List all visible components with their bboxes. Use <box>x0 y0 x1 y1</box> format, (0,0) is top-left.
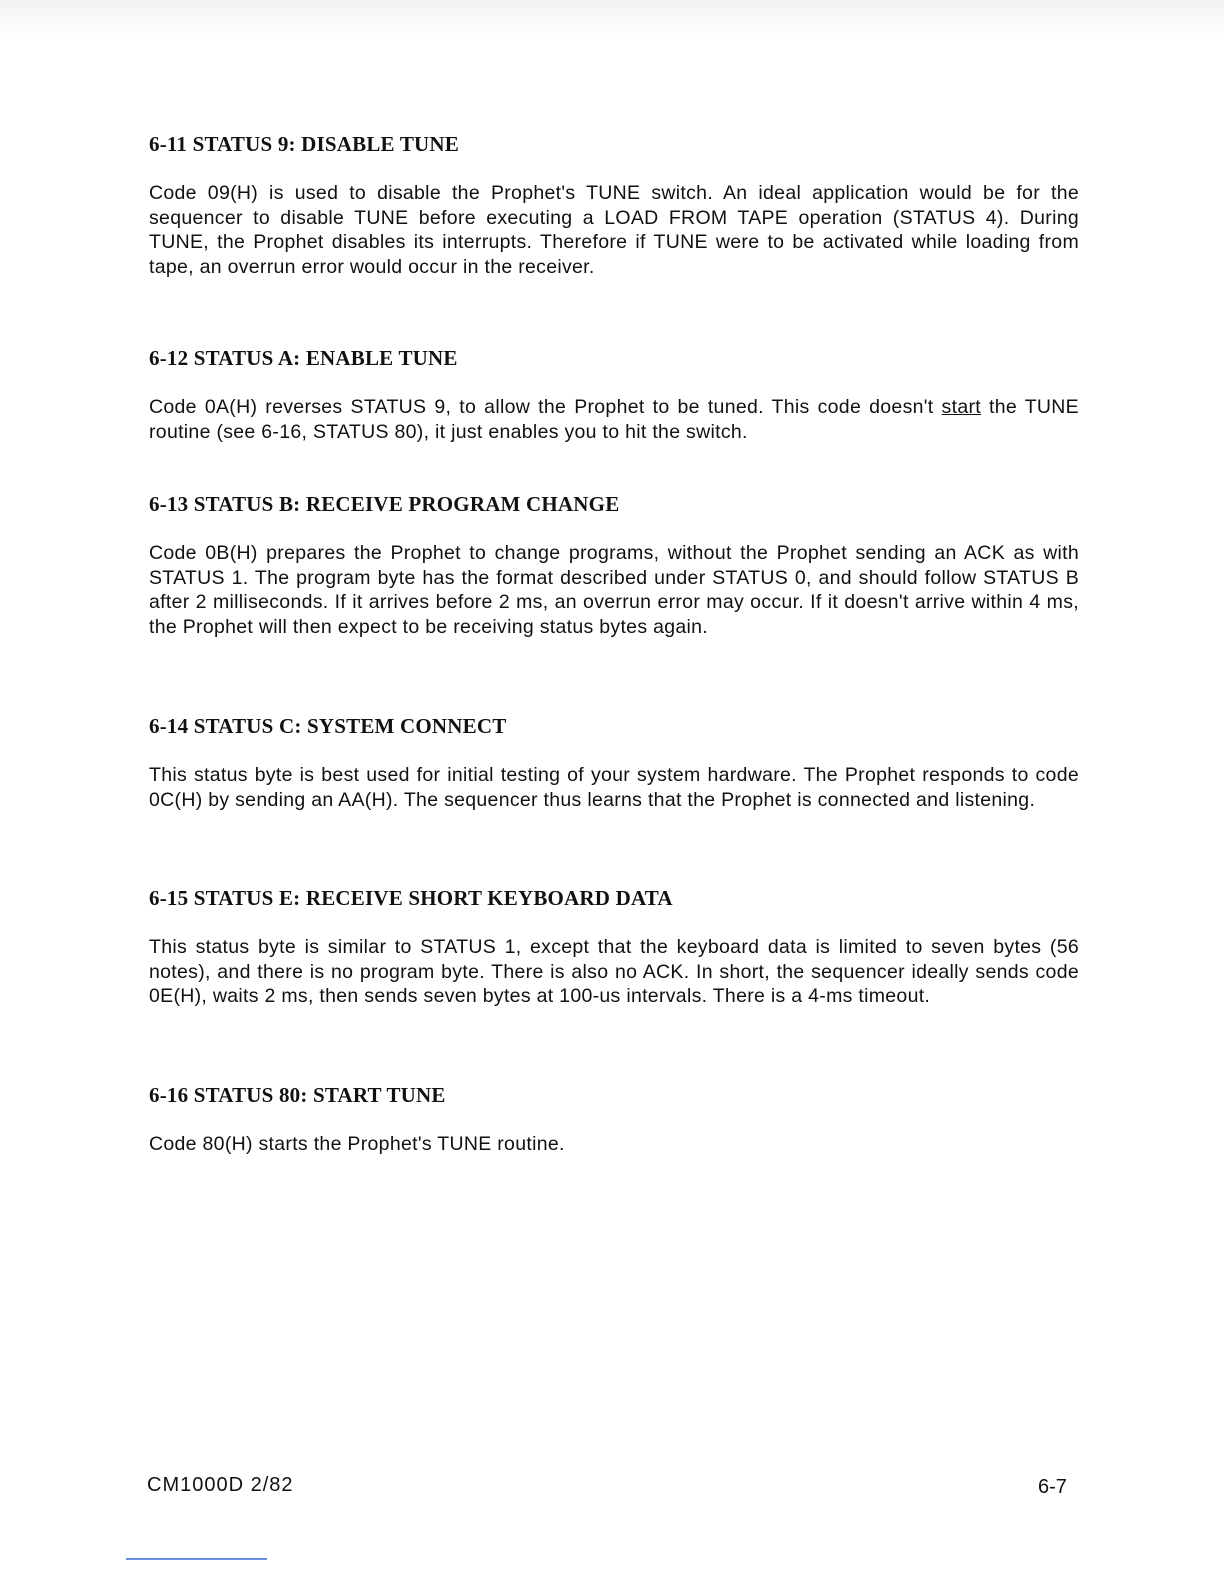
section-6-13 <box>149 491 1079 639</box>
section-body <box>149 395 1079 444</box>
section-body: Code 80(H) starts the Prophet's TUNE routine. <box>149 1133 565 1155</box>
section-body: Code 09(H) is used to disable the Prophet's TUNE switch. An ideal application would be for the sequencer to disable TUNE before executing a LOAD FROM TAPE operation (STATUS 4). During TUNE, the Prophet disables its interrupts. Therefore if TUNE were to be activated while loading from tape, an overrun error would occur in the receiver. <box>149 182 1079 278</box>
section-heading: 6-14 STATUS C: SYSTEM CONNECT <box>149 714 507 738</box>
scan-top-shade <box>0 0 1224 40</box>
section-body: This status byte is similar to STATUS 1, except that the keyboard data is limited to seven bytes (56 notes), and there is no program byte. There is also no ACK. In short, the sequencer ideally sends code 0E(H), waits 2 ms, then sends seven bytes at 100-us intervals. There is a 4-ms timeout. <box>149 936 1079 1007</box>
section-heading: 6-16 STATUS 80: START TUNE <box>149 1083 446 1107</box>
section-body: Code 0B(H) prepares the Prophet to change programs, without the Prophet sending an ACK as with STATUS 1. The program byte has the format described under STATUS 0, and should follow STATUS B after 2 milliseconds. If it arrives before 2 ms, an overrun error may occur. If it doesn't arrive within 4 ms, the Prophet will then expect to be receiving status bytes again. <box>149 542 1079 638</box>
section-heading: 6-15 STATUS E: RECEIVE SHORT KEYBOARD DATA <box>149 886 673 910</box>
section-6-12 <box>149 345 1079 444</box>
body-text-post: the TUNE routine (see 6-16, STATUS 80), it just enables you to hit the switch. <box>149 396 1079 443</box>
body-text-pre: Code 0A(H) reverses STATUS 9, to allow the Prophet to be tuned. This code doesn't <box>149 396 942 418</box>
scan-edge-line <box>126 1558 267 1560</box>
footer-doc-id: CM1000D 2/82 <box>147 1474 294 1496</box>
section-6-15 <box>149 885 1079 1009</box>
section-6-16 <box>149 1082 1079 1157</box>
section-heading: 6-12 STATUS A: ENABLE TUNE <box>149 346 458 370</box>
section-heading: 6-11 STATUS 9: DISABLE TUNE <box>149 132 459 156</box>
section-body: This status byte is best used for initial testing of your system hardware. The Prophet responds to code 0C(H) by sending an AA(H). The sequencer thus learns that the Prophet is connected and listening. <box>149 764 1079 811</box>
underlined-word: start <box>941 396 981 418</box>
section-6-14 <box>149 713 1079 812</box>
section-6-11 <box>149 131 1079 279</box>
footer-page-number: 6-7 <box>1038 1476 1067 1498</box>
section-heading: 6-13 STATUS B: RECEIVE PROGRAM CHANGE <box>149 492 620 516</box>
